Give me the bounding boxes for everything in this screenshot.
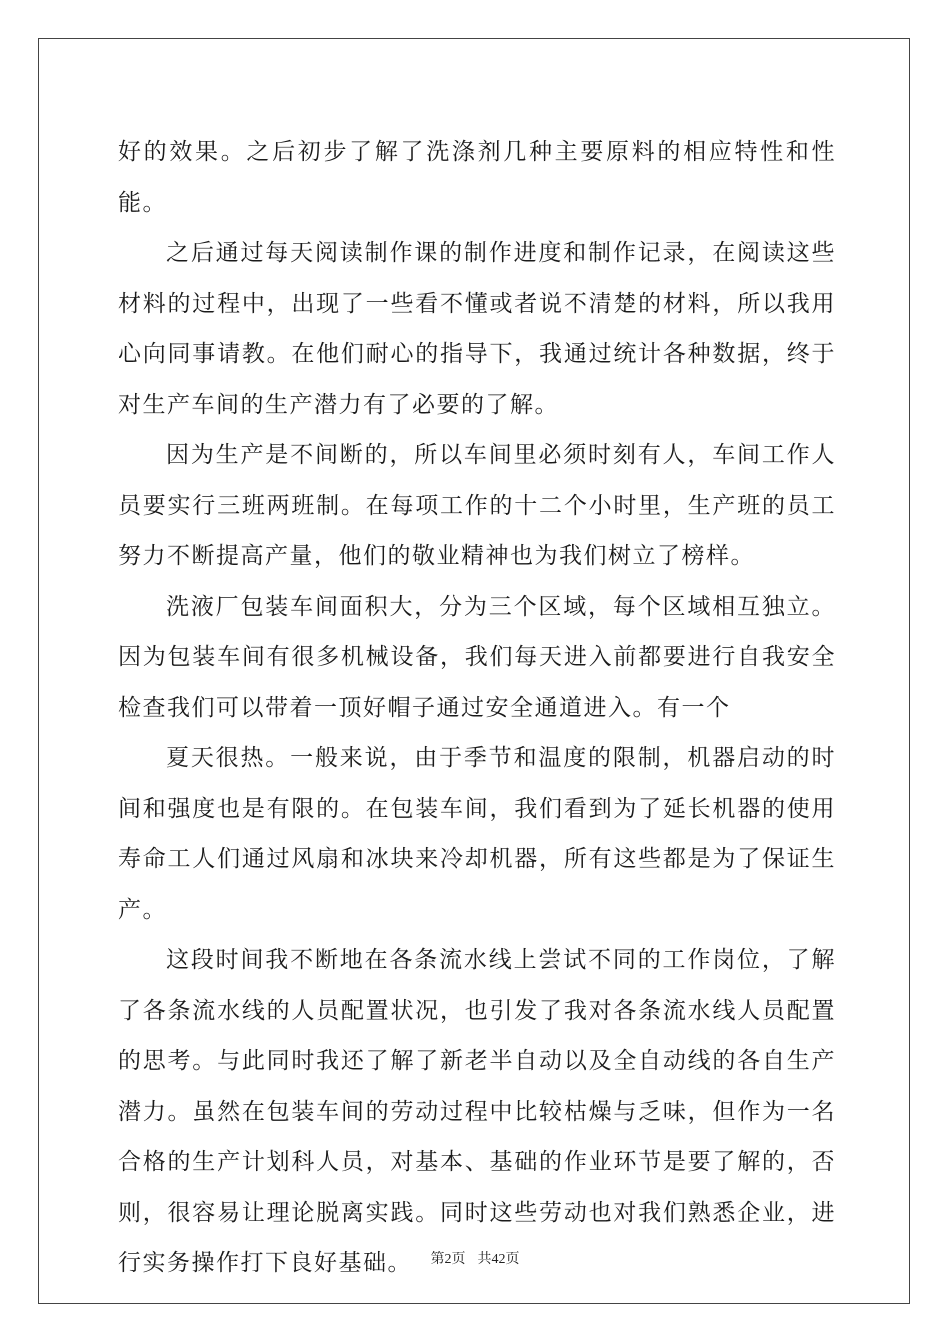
paragraph: 这段时间我不断地在各条流水线上尝试不同的工作岗位，了解了各条流水线的人员配置状况，也引发了我对各条流水线人员配置的思考。与此同时我还了解了新老半自动以及全自动线的各自生产潜力。虽然在包装车间的劳动过程中比较枯燥与乏味，但作为一名合格的生产计划科人员，对基本、基础的作业环节是要了解的，否则，很容易让理论脱离实践。同时这些劳动也对我们熟悉企业，进行实务操作打下良好基础。: [118, 947, 836, 1276]
page-number: 第2页: [430, 1252, 466, 1267]
paragraph: 之后通过每天阅读制作课的制作进度和制作记录，在阅读这些材料的过程中，出现了一些看不懂或者说不清楚的材料，所以我用心向同事请教。在他们耐心的指导下，我通过统计各种数据，终于对生产车间的生产潜力有了必要的了解。: [118, 240, 836, 418]
paragraph: 因为生产是不间断的，所以车间里必须时刻有人，车间工作人员要实行三班两班制。在每项工作的十二个小时里，生产班的员工努力不断提高产量，他们的敬业精神也为我们树立了榜样。: [118, 442, 836, 569]
paragraph: 好的效果。之后初步了解了洗涤剂几种主要原料的相应特性和性能。: [118, 139, 836, 216]
page-total: 共42页: [477, 1252, 520, 1267]
paragraph: 夏天很热。一般来说，由于季节和温度的限制，机器启动的时间和强度也是有限的。在包装车间，我们看到为了延长机器的使用寿命工人们通过风扇和冰块来冷却机器，所有这些都是为了保证生产。: [118, 745, 836, 923]
document-body: [118, 127, 836, 1289]
paragraph: 洗液厂包装车间面积大，分为三个区域，每个区域相互独立。因为包装车间有很多机械设备，我们每天进入前都要进行自我安全检查我们可以带着一顶好帽子通过安全通道进入。有一个: [118, 593, 836, 721]
page-footer: [0, 1248, 950, 1268]
